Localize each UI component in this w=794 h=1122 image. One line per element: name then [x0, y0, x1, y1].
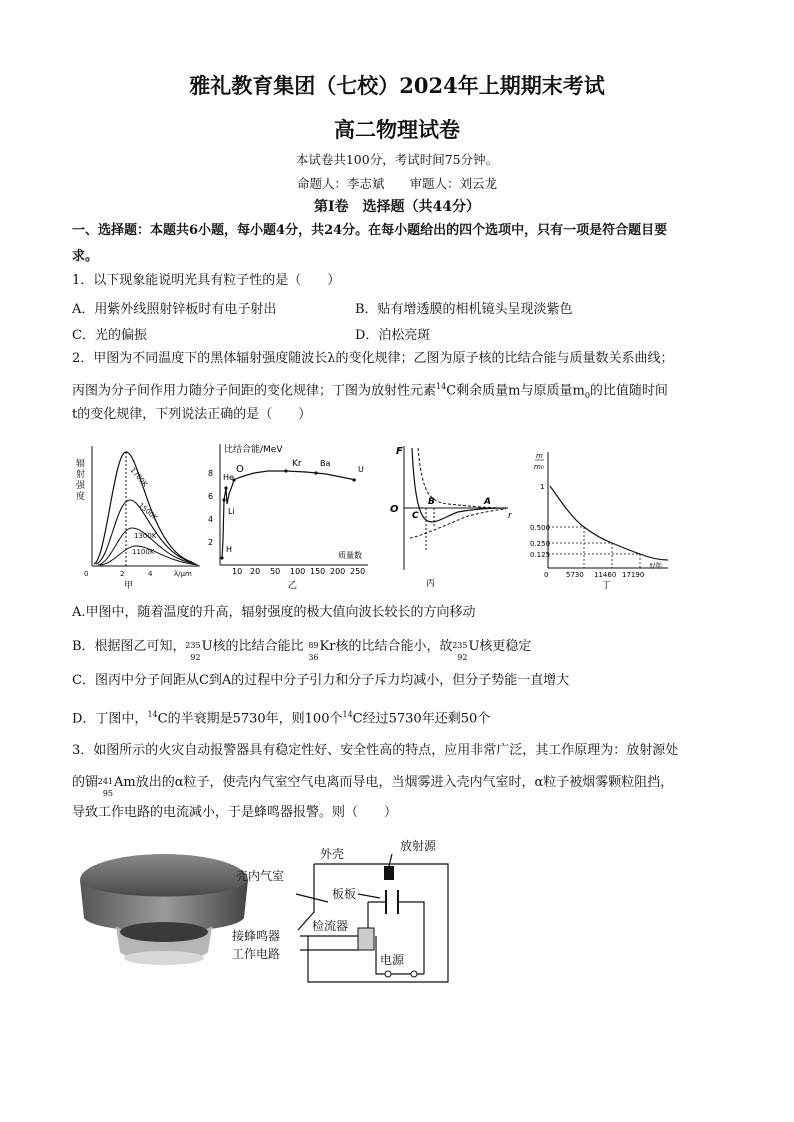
u235-mass-2: 235	[452, 641, 468, 650]
yi-label-he: He	[223, 473, 234, 482]
yi-xtick-200: 200	[330, 567, 346, 576]
ding-xtick-11460: 11460	[594, 571, 617, 579]
q2-option-d	[72, 702, 732, 732]
u235-z-2: 92	[457, 653, 468, 662]
q1-option-c: C．光的偏振	[72, 328, 147, 343]
u235-nuclide-2	[452, 638, 468, 662]
q3-stem-line1: 3．如图所示的火灾自动报警器具有稳定性好、安全性高的特点，应用非常广泛，其工作原理为：放射源处	[72, 743, 679, 758]
c14-mass-number: 14	[436, 382, 447, 391]
bing-point-b: B	[428, 497, 435, 507]
figure-bing	[388, 440, 518, 590]
yi-ytick-6: 6	[208, 492, 214, 501]
yi-point-li	[222, 498, 225, 501]
bing-point-c: C	[412, 511, 419, 521]
jia-ylabel-4: 度	[76, 492, 86, 502]
alarm-label-source: 放射源	[400, 839, 437, 853]
yi-ytick-4: 4	[208, 515, 214, 524]
q2-option-c: C．图丙中分子间距从C到A的过程中分子引力和分子斥力均减小，但分子势能一直增大	[72, 673, 570, 688]
yi-xtick-250: 250	[350, 567, 366, 576]
u235-z: 92	[190, 653, 201, 662]
alarm-circuit-diagram	[228, 832, 468, 1004]
ding-xunit: t/年	[650, 562, 663, 570]
u235-nuclide	[185, 638, 202, 662]
am241-z: 95	[102, 789, 114, 798]
alarm-galvanometer	[358, 928, 374, 950]
alarm-label-buzzer1: 接蜂鸣器	[232, 929, 281, 943]
q1-stem: 1．以下现象能说明光具有粒子性的是（ ）	[72, 273, 341, 288]
yi-ytick-8: 8	[208, 469, 214, 478]
am241-mass: 241	[97, 777, 114, 786]
q2-d-part2: C的半衰期是5730年，则100个	[157, 711, 343, 727]
q1-option-b: B．贴有增透膜的相机镜头呈现淡紫色	[355, 302, 573, 317]
q2-d-part1: D．丁图中，	[72, 711, 148, 727]
q2-option-a: A.甲图中，随着温度的升高，辐射强度的极大值向波长较长的方向移动	[72, 605, 476, 620]
exam-subtitle: 高二物理试卷	[334, 117, 460, 142]
kr89-mass: 89	[308, 641, 319, 650]
q2-stem-2b: C剩余质量m与原质量m	[446, 383, 585, 399]
ding-ylabel-top: m	[536, 452, 543, 460]
q3-stem-line2	[72, 770, 732, 796]
q2-option-b	[72, 634, 732, 660]
alarm-terminal-left	[385, 971, 391, 977]
ding-ytick-0500: 0.500	[530, 524, 551, 532]
yi-xlabel: 质量数	[338, 551, 362, 560]
u235-mass: 235	[185, 641, 201, 650]
q1-option-d: D．泊松亮斑	[355, 328, 431, 343]
bing-origin: O	[390, 504, 399, 515]
instructions-line2: 求。	[72, 249, 99, 264]
q3-stem-2b: Am放出的α粒子，使壳内气室空气电离而导电，当烟雾进入壳内气室时，α粒子被烟雾颗粒阻挡，	[114, 775, 674, 790]
alarm-label-power: 电源	[380, 953, 405, 967]
jia-ylabel-3: 强	[76, 481, 86, 491]
yi-point-ba	[314, 471, 317, 474]
ding-ytick-0125: 0.125	[530, 551, 551, 559]
alarm-radiation-source	[384, 866, 394, 880]
jia-ylabel-2: 射	[76, 470, 86, 480]
yi-ytick-2: 2	[208, 538, 214, 547]
yi-label-kr: Kr	[292, 459, 302, 469]
jia-xunit: λ/μm	[174, 570, 192, 578]
ding-xtick-17190: 17190	[622, 571, 645, 579]
alarm-label-buzzer2: 工作电路	[232, 947, 281, 961]
q2-stem-line3: t的变化规律，下列说法正确的是（ ）	[72, 407, 312, 422]
ding-caption: 丁	[602, 581, 612, 590]
q1-option-a: A．用紫外线照射锌板时有电子射出	[72, 302, 277, 317]
ding-ytick-1: 1	[540, 483, 545, 491]
am241-nuclide	[97, 774, 114, 798]
figure-yi	[206, 440, 376, 590]
jia-caption: 甲	[124, 581, 134, 590]
bing-xlabel: r	[508, 511, 512, 521]
alarm-label-chamber: 壳内气室	[236, 869, 285, 883]
jia-label-1100k: 1100K	[132, 548, 155, 556]
smoke-detector-photo	[76, 840, 251, 980]
exam-authors: 命题人：李志斌 审题人：刘云龙	[296, 176, 497, 191]
alarm-label-detector: 检流器	[312, 919, 349, 933]
q2-d-part3: C经过5730年还剩50个	[352, 711, 491, 727]
figure-ding	[530, 444, 680, 590]
section-heading: 第Ⅰ卷 选择题（共44分）	[313, 199, 481, 215]
alarm-pointer-chamber	[296, 894, 328, 902]
yi-label-h: H	[226, 545, 233, 554]
bing-ylabel: F	[396, 446, 403, 457]
ding-xtick-5730: 5730	[566, 571, 584, 579]
c14-mass-d2: 14	[342, 710, 353, 719]
jia-xtick-2: 2	[120, 570, 125, 578]
yi-xtick-100: 100	[290, 567, 306, 576]
jia-label-1500k: 1500K	[136, 501, 160, 522]
alarm-label-plate: 板板	[332, 887, 357, 901]
yi-label-ba: Ba	[320, 459, 331, 468]
yi-xtick-150: 150	[310, 567, 326, 576]
yi-xtick-20: 20	[250, 567, 261, 576]
alarm-label-shell: 外壳	[320, 847, 345, 861]
yi-ylabel: 比结合能/MeV	[224, 445, 283, 455]
ding-decay-curve	[550, 486, 668, 560]
q2-stem-line1: 2．甲图为不同温度下的黑体辐射强度随波长λ的变化规律；乙图为原子核的比结合能与质量数关系曲线；	[72, 351, 674, 366]
detector-vent	[120, 922, 208, 942]
m0-subscript: 0	[584, 390, 590, 400]
q2-b-part1: B．根据图乙可知，	[72, 639, 186, 654]
q3-stem-2a: 的镅	[72, 775, 99, 790]
jia-xtick-0: 0	[84, 570, 89, 578]
yi-curve	[222, 471, 356, 558]
yi-caption: 乙	[288, 581, 298, 590]
yi-point-u	[352, 478, 355, 481]
jia-ylabel-1: 辐	[76, 459, 86, 469]
jia-label-1300k: 1300K	[134, 532, 157, 540]
yi-point-h	[220, 556, 223, 559]
bing-caption: 丙	[426, 579, 436, 589]
exam-title: 雅礼教育集团（七校）2024年上期期末考试	[189, 73, 605, 98]
q2-stem-2c: 的比值随时间	[589, 383, 668, 399]
yi-label-u: U	[358, 465, 364, 474]
q2-b-part2: U核的比结合能比	[201, 639, 304, 654]
alarm-buzzer-leads	[300, 936, 358, 950]
q2-stem-2a: 丙图为分子间作用力随分子间距的变化规律；丁图为放射性元素	[72, 383, 437, 399]
figure-jia	[74, 440, 204, 590]
ding-ylabel-bottom: m₀	[534, 463, 544, 471]
ding-ytick-0250: 0.250	[530, 540, 551, 548]
yi-label-o: O	[236, 464, 244, 475]
q2-b-part4: U核更稳定	[468, 639, 532, 654]
kr89-z: 36	[308, 653, 319, 662]
c14-mass-d1: 14	[147, 710, 158, 719]
kr89-nuclide	[304, 638, 320, 662]
yi-label-li: Li	[228, 507, 235, 516]
q3-stem-line3: 导致工作电路的电流减小，于是蜂鸣器报警。则（ ）	[72, 805, 398, 820]
yi-xtick-10: 10	[232, 567, 243, 576]
yi-point-he	[224, 486, 227, 489]
alarm-pointer-plate	[358, 894, 380, 898]
q2-b-part3: Kr核的比结合能小，故	[319, 639, 453, 654]
exam-info: 本试卷共100分，考试时间75分钟。	[295, 152, 499, 167]
detector-base	[124, 951, 204, 965]
yi-point-kr	[284, 469, 287, 472]
alarm-terminal-right	[411, 971, 417, 977]
yi-xtick-50: 50	[270, 567, 281, 576]
instructions-line1: 一、选择题：本题共6小题，每小题4分，共24分。在每小题给出的四个选项中，只有一项是符合题目要	[72, 223, 668, 238]
bing-attraction-curve	[410, 509, 506, 538]
ding-xtick-0: 0	[544, 571, 549, 579]
jia-label-1700k: 1700K	[128, 466, 149, 489]
bing-point-a: A	[484, 497, 491, 507]
jia-xtick-4: 4	[148, 570, 153, 578]
